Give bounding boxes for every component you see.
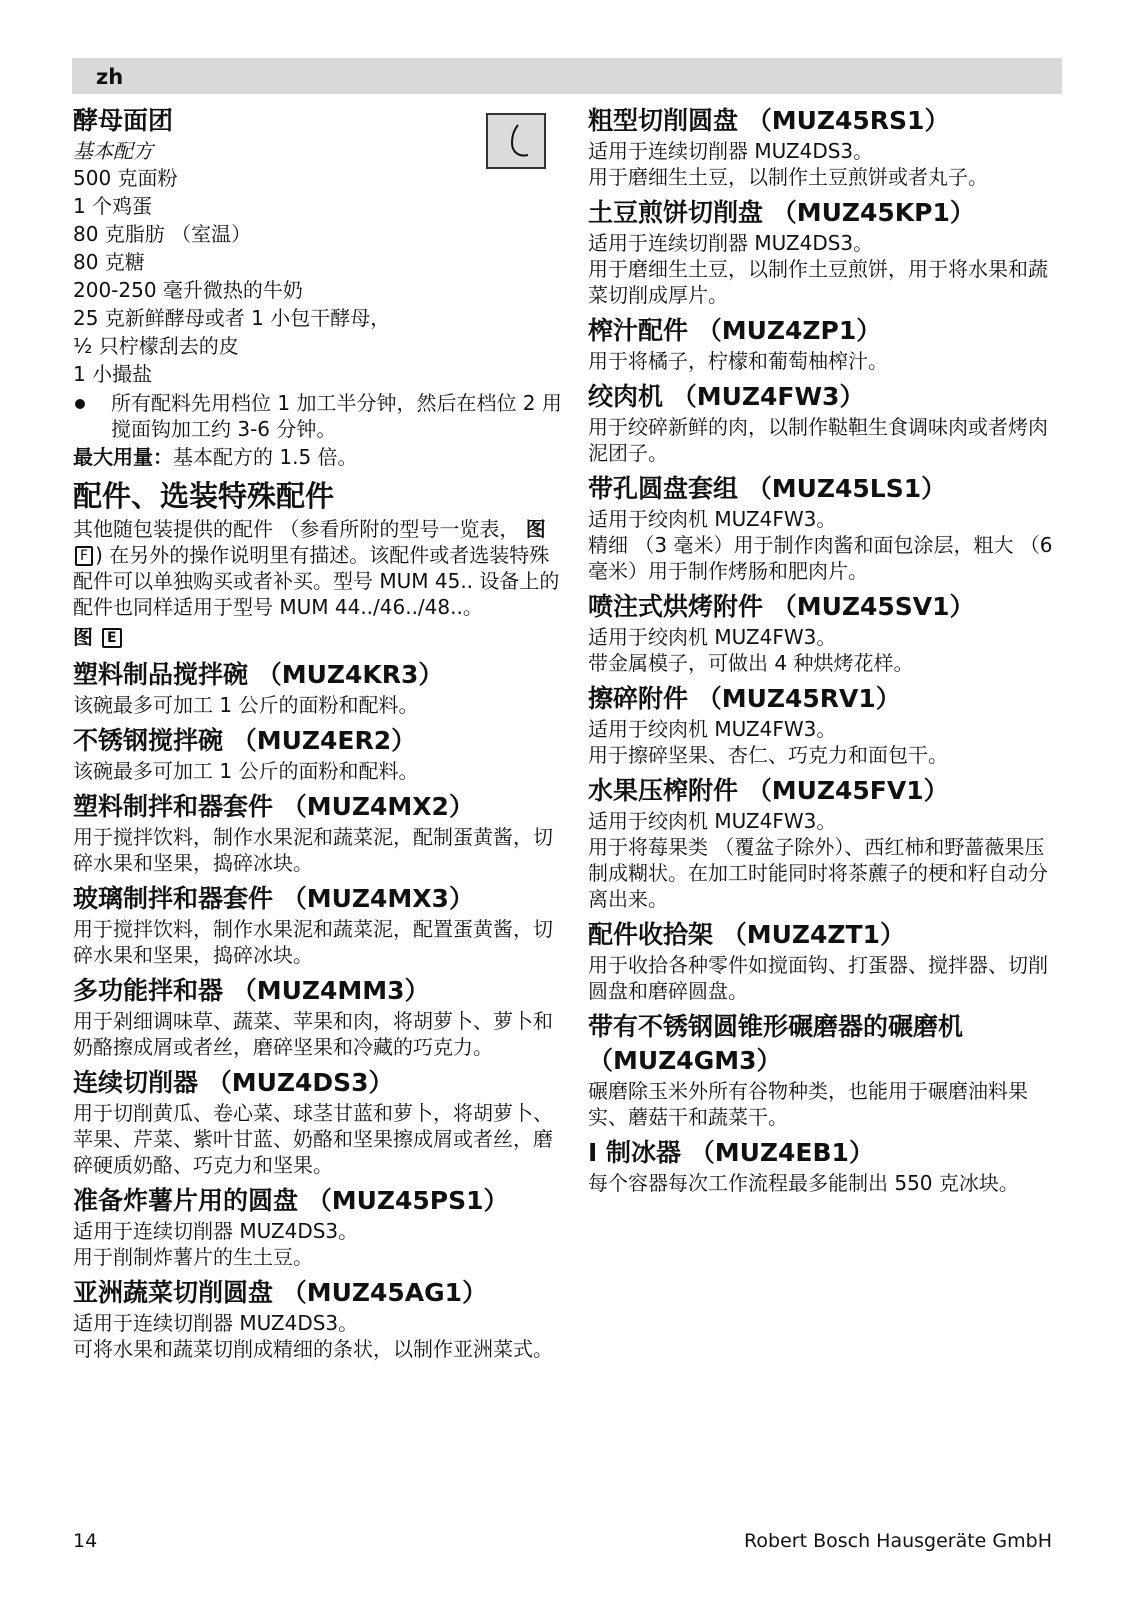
accessory-line: 适用于连续切削器 MUZ4DS3。 (73, 1311, 359, 1335)
accessory-item (73, 1276, 563, 1362)
accessory-item (588, 590, 1060, 676)
ingredient: 80 克脂肪 （室温） (73, 222, 252, 246)
ingredient: 500 克面粉 (73, 166, 178, 190)
accessory-item (588, 682, 1060, 768)
ingredient: 1 小撮盐 (73, 362, 153, 386)
accessory-line: 适用于绞肉机 MUZ4FW3。 (588, 507, 837, 531)
instruction-bullet (73, 390, 563, 442)
accessory-line: 用于将莓果类 （覆盆子除外）、西红柿和野蔷薇果压制成糊状。在加工时能同时将茶藨子的梗和籽自动分离出来。 (588, 835, 1048, 911)
accessory-title: 塑料制拌和器套件 （MUZ4MX2） (73, 792, 474, 821)
accessory-line: 用于搅拌饮料，制作水果泥和蔬菜泥，配制蛋黄酱，切碎水果和坚果，捣碎冰块。 (73, 825, 553, 875)
accessory-line: 用于切削黄瓜、卷心菜、球茎甘蓝和萝卜，将胡萝卜、苹果、芹菜、紫叶甘蓝、奶酪和坚果擦成屑或者丝，磨碎硬质奶酪、巧克力和坚果。 (73, 1101, 553, 1177)
accessory-title: 配件收拾架 （MUZ4ZT1） (588, 920, 905, 949)
accessory-title: 准备炸薯片用的圆盘 （MUZ45PS1） (73, 1186, 509, 1215)
language-code: zh (96, 65, 124, 89)
accessory-item (73, 658, 563, 718)
accessory-title: 喷注式烘烤附件 （MUZ45SV1） (588, 592, 975, 621)
accessory-title: 玻璃制拌和器套件 （MUZ4MX3） (73, 884, 474, 913)
accessory-item (73, 1066, 563, 1178)
accessory-line: 适用于绞肉机 MUZ4FW3。 (588, 717, 837, 741)
ingredient: ½ 只柠檬刮去的皮 (73, 334, 239, 358)
accessory-title: 连续切削器 （MUZ4DS3） (73, 1068, 394, 1097)
accessory-title: 榨汁配件 （MUZ4ZP1） (588, 316, 882, 345)
accessory-line: 精细 （3 毫米）用于制作肉酱和面包涂层，粗大 （6 毫米）用于制作烤肠和肥肉片。 (588, 533, 1053, 583)
page-number: 14 (73, 1530, 98, 1552)
figure-label: 图 (525, 517, 546, 541)
accessory-line: 用于绞碎新鲜的肉，以制作鞑靼生食调味肉或者烤肉泥团子。 (588, 415, 1048, 465)
figure-tag: F (75, 546, 93, 566)
accessory-title: 绞肉机 （MUZ4FW3） (588, 382, 865, 411)
ingredient: 1 个鸡蛋 (73, 194, 153, 218)
accessory-line: 用于收拾各种零件如搅面钩、打蛋器、搅拌器、切削圆盘和磨碎圆盘。 (588, 953, 1048, 1003)
accessory-title: 塑料制品搅拌碗 （MUZ4KR3） (73, 660, 444, 689)
accessory-line: 用于磨细生土豆，以制作土豆煎饼，用于将水果和蔬菜切削成厚片。 (588, 257, 1048, 307)
accessory-item (588, 918, 1060, 1004)
accessory-item (588, 774, 1060, 912)
accessory-line: 带金属模子，可做出 4 种烘烤花样。 (588, 651, 914, 675)
accessory-item (73, 882, 563, 968)
left-column (73, 104, 563, 1362)
accessory-item (588, 472, 1060, 584)
accessory-line: 用于将橘子，柠檬和葡萄柚榨汁。 (588, 349, 888, 373)
accessory-title: 亚洲蔬菜切削圆盘 （MUZ45AG1） (73, 1278, 488, 1307)
accessories-description (73, 516, 563, 620)
accessory-line: 该碗最多可加工 1 公斤的面粉和配料。 (73, 759, 419, 783)
ingredient: 200-250 毫升微热的牛奶 (73, 278, 303, 302)
yeast-dough-subtitle: 基本配方 (73, 139, 153, 163)
max-quantity (73, 442, 563, 472)
accessory-title: 擦碎附件 （MUZ45RV1） (588, 684, 901, 713)
accessory-item (588, 1136, 1060, 1196)
right-column (588, 104, 1060, 1196)
accessory-title: 带有不锈钢圆锥形碾磨器的碾磨机 （MUZ4GM3） (588, 1012, 964, 1075)
max-quantity-text: 基本配方的 1.5 倍。 (173, 445, 358, 469)
figure-tag: E (102, 628, 122, 648)
accessory-item (588, 104, 1060, 190)
accessory-line: 可将水果和蔬菜切削成精细的条状，以制作亚洲菜式。 (73, 1337, 553, 1361)
accessories-title: 配件、选装特殊配件 (73, 479, 335, 513)
accessory-item (588, 196, 1060, 308)
accessory-title: 带孔圆盘套组 （MUZ45LS1） (588, 474, 947, 503)
accessory-line: 适用于连续切削器 MUZ4DS3。 (588, 231, 874, 255)
accessory-title: 多功能拌和器 （MUZ4MM3） (73, 976, 430, 1005)
accessory-line: 碾磨除玉米外所有谷物种类，也能用于碾磨油料果实、蘑菇干和蔬菜干。 (588, 1079, 1028, 1129)
max-quantity-label: 最大用量： (73, 445, 173, 469)
figure-label: 图 (73, 625, 93, 649)
accessory-line: 用于磨细生土豆，以制作土豆煎饼或者丸子。 (588, 165, 988, 189)
accessory-item (588, 314, 1060, 374)
accessory-line: 用于削制炸薯片的生土豆。 (73, 1245, 313, 1269)
language-bar (72, 58, 1062, 94)
accessory-line: 适用于绞肉机 MUZ4FW3。 (588, 809, 837, 833)
accessory-item (588, 1010, 1060, 1130)
bullet-icon (75, 399, 85, 409)
accessory-item (588, 380, 1060, 466)
figure-reference (73, 622, 563, 652)
accessory-title: I 制冰器 （MUZ4EB1） (588, 1138, 874, 1167)
accessory-title: 不锈钢搅拌碗 （MUZ4ER2） (73, 726, 417, 755)
accessory-line: 用于剁细调味草、蔬菜、苹果和肉，将胡萝卜、萝卜和奶酪擦成屑或者丝，磨碎坚果和冷藏的巧克力。 (73, 1009, 553, 1059)
accessory-item (73, 974, 563, 1060)
accessory-item (73, 724, 563, 784)
yeast-dough-title: 酵母面团 (73, 106, 174, 135)
accessory-line: 用于搅拌饮料，制作水果泥和蔬菜泥，配置蛋黄酱，切碎水果和坚果，捣碎冰块。 (73, 917, 553, 967)
accessory-line: 该碗最多可加工 1 公斤的面粉和配料。 (73, 693, 419, 717)
accessory-title: 水果压榨附件 （MUZ45FV1） (588, 776, 949, 805)
ingredient: 25 克新鲜酵母或者 1 小包干酵母， (73, 306, 391, 330)
accessories-text-a: 其他随包装提供的配件 （参看所附的型号一览表， (73, 517, 520, 541)
accessory-item (73, 790, 563, 876)
accessories-text-b: ) 在另外的操作说明里有描述。该配件或者选装特殊配件可以单独购买或者补买。型号 MUM 45.. 设备上的配件也同样适用于型号 MUM 44../46../48..。 (73, 543, 560, 619)
accessory-title: 土豆煎饼切削盘 （MUZ45KP1） (588, 198, 975, 227)
accessory-line: 适用于连续切削器 MUZ4DS3。 (588, 139, 874, 163)
accessory-line: 适用于连续切削器 MUZ4DS3。 (73, 1219, 359, 1243)
accessory-line: 适用于绞肉机 MUZ4FW3。 (588, 625, 837, 649)
ingredient-list (73, 164, 563, 388)
accessory-item (73, 1184, 563, 1270)
ingredient: 80 克糖 (73, 250, 145, 274)
accessory-line: 用于擦碎坚果、杏仁、巧克力和面包干。 (588, 743, 948, 767)
accessory-title: 粗型切削圆盘 （MUZ45RS1） (588, 106, 950, 135)
accessory-line: 每个容器每次工作流程最多能制出 550 克冰块。 (588, 1171, 1019, 1195)
company-name: Robert Bosch Hausgeräte GmbH (744, 1530, 1052, 1552)
instruction-text: 所有配料先用档位 1 加工半分钟，然后在档位 2 用搅面钩加工约 3-6 分钟。 (111, 391, 562, 441)
